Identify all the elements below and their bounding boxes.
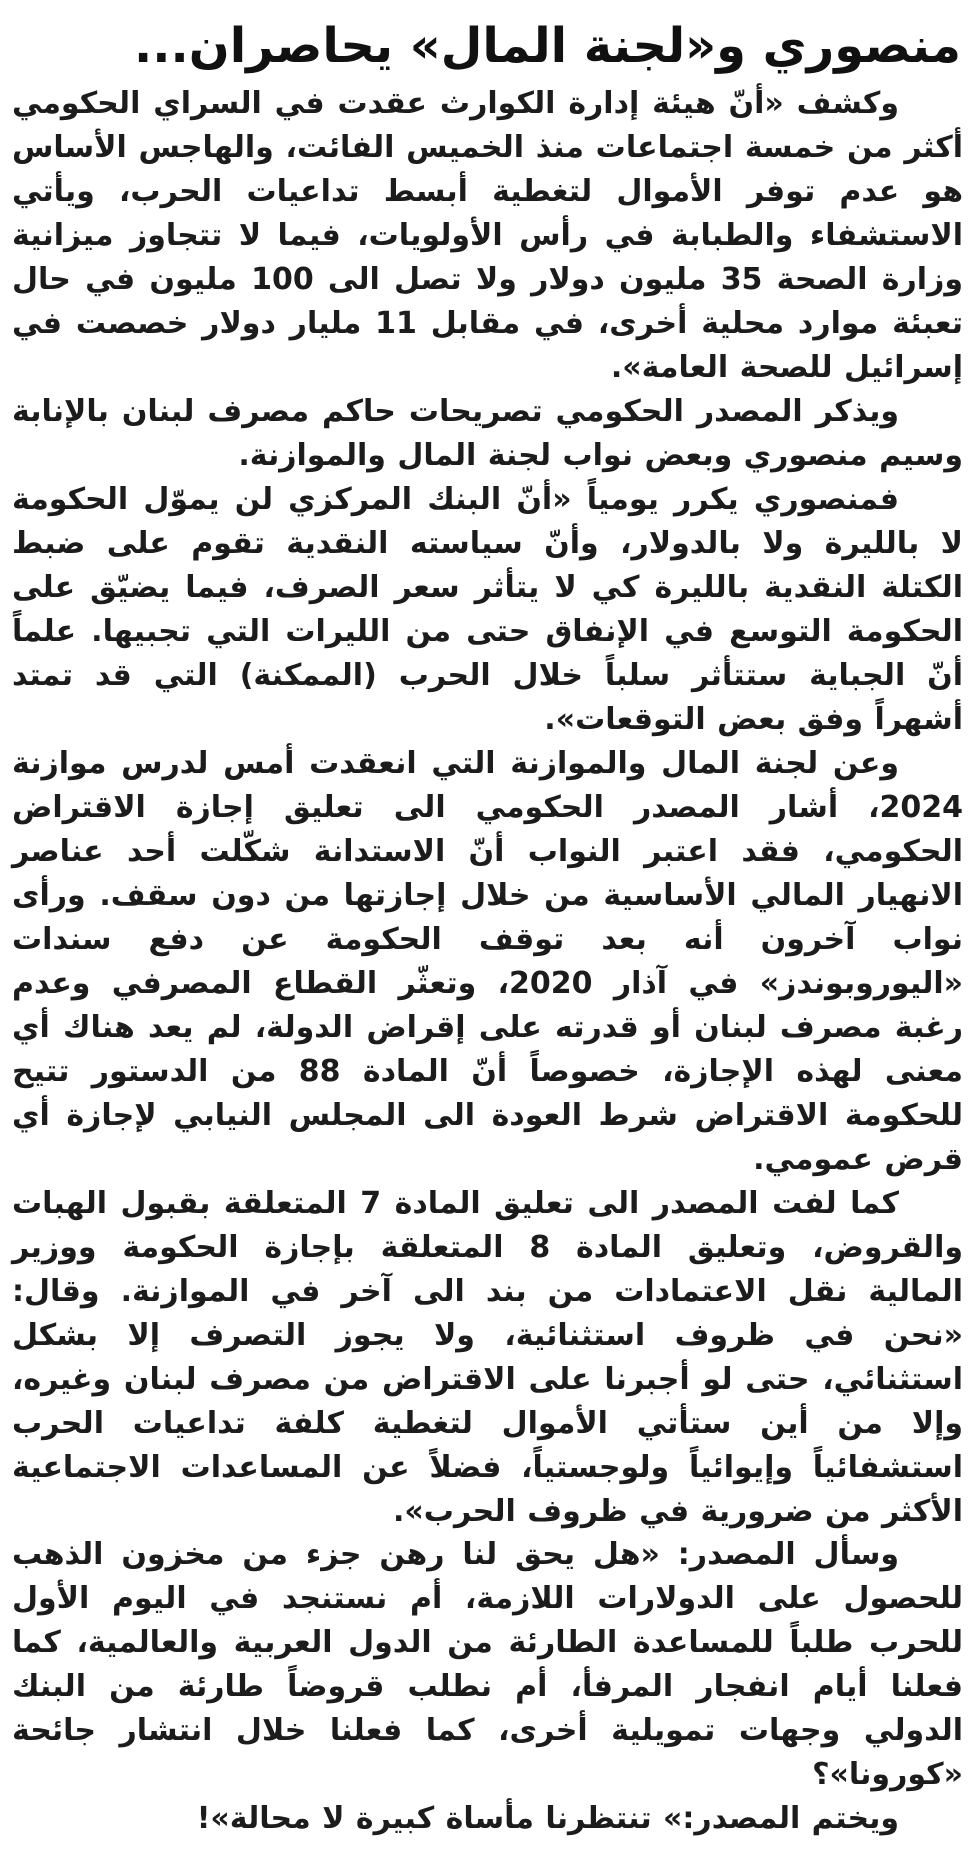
paragraph-3: فمنصوري يكرر يومياً «أنّ البنك المركزي لن يموّل الحكومة لا بالليرة ولا بالدولار، وأنّ سياسته النقدية تقوم على ضبط الكتلة النقدية بالليرة كي لا يتأثر سعر الصرف، فيما يضيّق على الحكومة التوسع في الإنفاق حتى من الليرات التي تجبيها. علماً أنّ الجباية ستتأثر سلباً خلال الحرب (الممكنة) التي قد تمتد أشهراً وفق بعض التوقعات». bbox=[12, 481, 963, 737]
paragraph-2: ويذكر المصدر الحكومي تصريحات حاكم مصرف لبنان بالإنابة وسيم منصوري وبعض نواب لجنة المال والموازنة. bbox=[12, 393, 963, 473]
paragraph-5: كما لفت المصدر الى تعليق المادة 7 المتعلقة بقبول الهبات والقروض، وتعليق المادة 8 المتعلقة بإجازة الحكومة ووزير المالية نقل الاعتمادات من بند الى آخر في الموازنة. وقال: «نحن في ظروف استثنائية، ولا يجوز التصرف إلا بشكل استثنائي، حتى لو أجبرنا على الاقتراض من مصرف لبنان وغيره، وإلا من أين ستأتي الأموال لتغطية كلفة تداعيات الحرب استشفائياً وإيوائياً ولوجستياً، فضلاً عن المساعدات الاجتماعية الأكثر من ضرورية في ظروف الحرب». bbox=[12, 1185, 963, 1529]
paragraph-7: ويختم المصدر:» تنتظرنا مأساة كبيرة لا محالة»! bbox=[196, 1801, 899, 1837]
paragraph-4: وعن لجنة المال والموازنة التي انعقدت أمس لدرس موازنة 2024، أشار المصدر الحكومي الى تعليق إجازة الاقتراض الحكومي، فقد اعتبر النواب أنّ الاستدانة شكّلت أحد عناصر الانهيار المالي الأساسية من خلال إجازتها من دون سقف. ورأى نواب آخرون أنه بعد توقف الحكومة عن دفع سندات «اليوروبوندز» في آذار 2020، وتعثّر القطاع المصرفي وعدم رغبة مصرف لبنان أو قدرته على إقراض الدولة، لم يعد هناك أي معنى لهذه الإجازة، خصوصاً أنّ المادة 88 من الدستور تتيح للحكومة الاقتراض شرط العودة الى المجلس النيابي لإجازة أي قرض عمومي. bbox=[12, 745, 963, 1177]
paragraph-6: وسأل المصدر: «هل يحق لنا رهن جزء من مخزون الذهب للحصول على الدولارات اللازمة، أم نستنجد في اليوم الأول للحرب طلباً للمساعدة الطارئة من الدول العربية والعالمية، كما فعلنا أيام انفجار المرفأ، أم نطلب قروضاً طارئة من البنك الدولي وجهات تمويلية أخرى، كما فعلنا خلال انتشار جائحة «كورونا»؟ bbox=[12, 1537, 963, 1793]
paragraph-1: وكشف «أنّ هيئة إدارة الكوارث عقدت في السراي الحكومي أكثر من خمسة اجتماعات منذ الخميس الفائت، والهاجس الأساس هو عدم توفر الأموال لتغطية أبسط تداعيات الحرب، ويأتي الاستشفاء والطبابة في رأس الأولويات، فيما لا تتجاوز ميزانية وزارة الصحة 35 مليون دولار ولا تصل الى 100 مليون في حال تعبئة موارد محلية أخرى، في مقابل 11 مليار دولار خصصت في إسرائيل للصحة العامة». bbox=[12, 86, 963, 385]
article-headline: منصوري و«لجنة المال» يحاصران... bbox=[134, 18, 961, 74]
